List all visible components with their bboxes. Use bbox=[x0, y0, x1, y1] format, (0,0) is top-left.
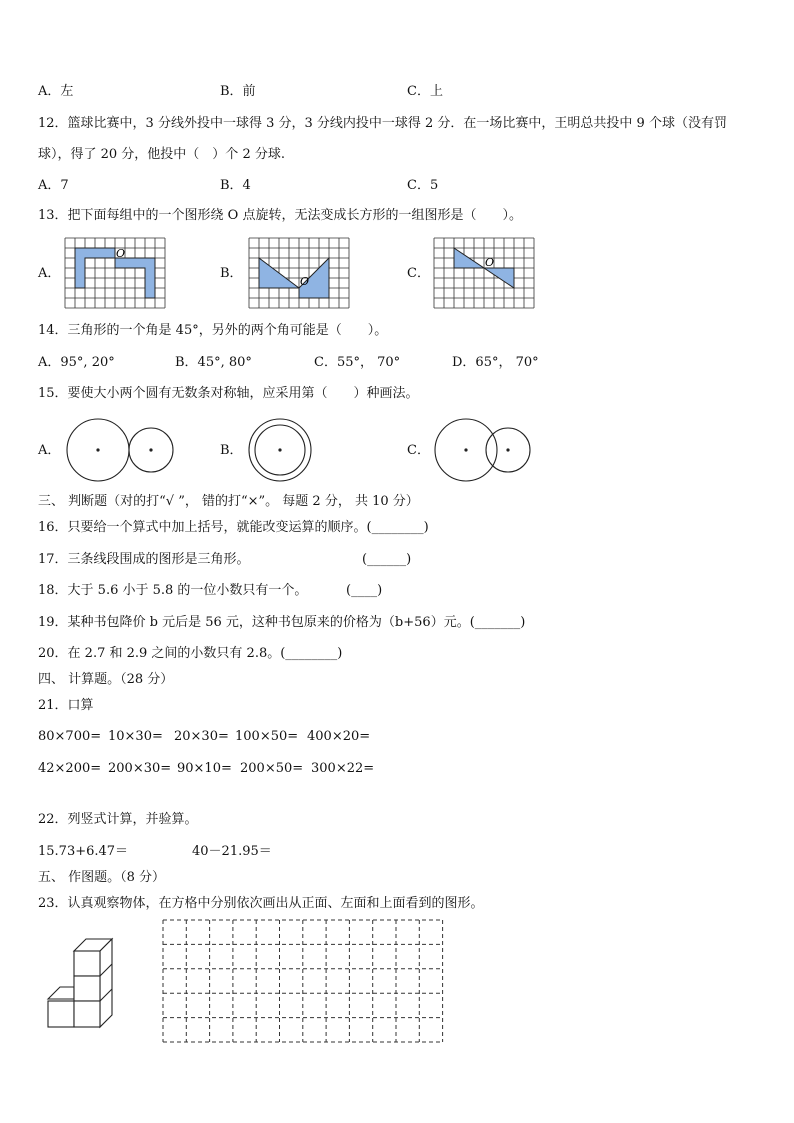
q17-text: 17．三条线段围成的图形是三角形。 bbox=[38, 552, 250, 567]
q21-r1-c2: 10×30= bbox=[108, 729, 163, 744]
q17-blank[interactable]: (______) bbox=[362, 552, 412, 567]
q14-option-d: D．65°， 70° bbox=[452, 355, 539, 370]
q23-cube-figure bbox=[44, 935, 118, 1031]
q21-stem: 21．口算 bbox=[38, 698, 94, 713]
q13-option-b: B． bbox=[220, 266, 243, 281]
q14-stem: 14．三角形的一个角是 45°，另外的两个角可能是（ ）。 bbox=[38, 323, 388, 338]
q13-figure-b bbox=[248, 237, 350, 309]
q11-option-a: A．左 bbox=[38, 84, 74, 99]
q20: 20．在 2.7 和 2.9 之间的小数只有 2.8。(________) bbox=[38, 646, 343, 661]
q11-option-c: C．上 bbox=[407, 84, 443, 99]
cube-front-top bbox=[74, 951, 100, 976]
q14-option-a: A．95°, 20° bbox=[38, 355, 115, 370]
q14-option-b: B．45°, 80° bbox=[175, 355, 252, 370]
q16: 16．只要给一个算式中加上括号，就能改变运算的顺序。(________) bbox=[38, 520, 429, 535]
cube-front-bottom-left bbox=[48, 1001, 74, 1027]
q13-option-a: A． bbox=[38, 266, 61, 281]
q23-stem: 23．认真观察物体，在方格中分别依次画出从正面、左面和上面看到的图形。 bbox=[38, 896, 484, 911]
q15-option-b: B． bbox=[220, 443, 243, 458]
q18-blank[interactable]: (____) bbox=[346, 583, 383, 598]
q21-r2-c4: 200×50= bbox=[240, 761, 304, 776]
q21-r2-c5: 300×22= bbox=[311, 761, 375, 776]
q15-option-a: A． bbox=[38, 443, 61, 458]
q23-dashed-lines bbox=[163, 920, 443, 1042]
q15-a-big-center bbox=[96, 448, 99, 451]
q13-option-c: C． bbox=[407, 266, 430, 281]
q12-option-a: A．7 bbox=[38, 178, 69, 193]
q15-b-center bbox=[278, 448, 281, 451]
q15-a-small-center bbox=[149, 448, 152, 451]
cube-front-bottom-right bbox=[74, 1001, 100, 1027]
q21-r1-c4: 100×50= bbox=[235, 729, 299, 744]
q15-c-small-center bbox=[506, 448, 509, 451]
q23-drawing-grid[interactable] bbox=[162, 919, 446, 1043]
q21-r2-c1: 42×200= bbox=[38, 761, 102, 776]
cube-front-middle bbox=[74, 976, 100, 1001]
q18-text: 18．大于 5.6 小于 5.8 的一位小数只有一个。 bbox=[38, 583, 308, 598]
q12-stem-line1: 12．篮球比赛中，3 分线外投中一球得 3 分，3 分线内投中一球得 2 分．在一场比赛中，王明总共投中 9 个球（没有罚 bbox=[38, 116, 727, 131]
q15-stem: 15．要使大小两个圆有无数条对称轴，应采用第（ ）种画法。 bbox=[38, 386, 419, 401]
q12-option-b: B．4 bbox=[220, 178, 251, 193]
q22-expr-1: 15.73+6.47＝ bbox=[38, 844, 129, 859]
q15-figure-a bbox=[60, 414, 185, 486]
q21-r1-c1: 80×700= bbox=[38, 729, 102, 744]
q21-r2-c3: 90×10= bbox=[177, 761, 232, 776]
q13-figure-a bbox=[64, 237, 166, 309]
q22-stem: 22．列竖式计算，并验算。 bbox=[38, 812, 198, 827]
section5-heading: 五、 作图题。（8 分） bbox=[38, 870, 166, 885]
q22-expr-2: 40－21.95＝ bbox=[192, 844, 272, 859]
q21-r1-c5: 400×20= bbox=[307, 729, 371, 744]
q15-figure-c bbox=[428, 414, 538, 486]
q13-grid-c bbox=[434, 238, 534, 308]
q15-c-big-center bbox=[464, 448, 467, 451]
q13-o-label-a: O bbox=[116, 247, 126, 260]
q13-o-label-c: O bbox=[485, 256, 495, 269]
section3-heading: 三、 判断题（对的打“√ ”， 错的打“×”。 每题 2 分， 共 10 分） bbox=[38, 494, 419, 509]
q12-option-c: C．5 bbox=[407, 178, 439, 193]
q13-figure-c bbox=[433, 237, 535, 309]
q13-o-label-b: O bbox=[300, 275, 310, 288]
q21-r1-c3: 20×30= bbox=[174, 729, 229, 744]
q19: 19．某种书包降价 b 元后是 56 元，这种书包原来的价格为（b+56）元。(_______) bbox=[38, 615, 526, 630]
q14-option-c: C．55°， 70° bbox=[314, 355, 401, 370]
q15-figure-b bbox=[244, 414, 316, 486]
cube-right-face bbox=[100, 939, 112, 1027]
q13-stem: 13．把下面每组中的一个图形绕 O 点旋转，无法变成长方形的一组图形是（ ）。 bbox=[38, 208, 522, 223]
cube-left-top-face bbox=[48, 987, 74, 999]
q15-option-c: C． bbox=[407, 443, 430, 458]
q12-stem-line2: 球），得了 20 分，他投中（ ）个 2 分球. bbox=[38, 147, 285, 162]
q11-option-b: B．前 bbox=[220, 84, 256, 99]
section4-heading: 四、 计算题。（28 分） bbox=[38, 672, 174, 687]
q21-r2-c2: 200×30= bbox=[108, 761, 172, 776]
